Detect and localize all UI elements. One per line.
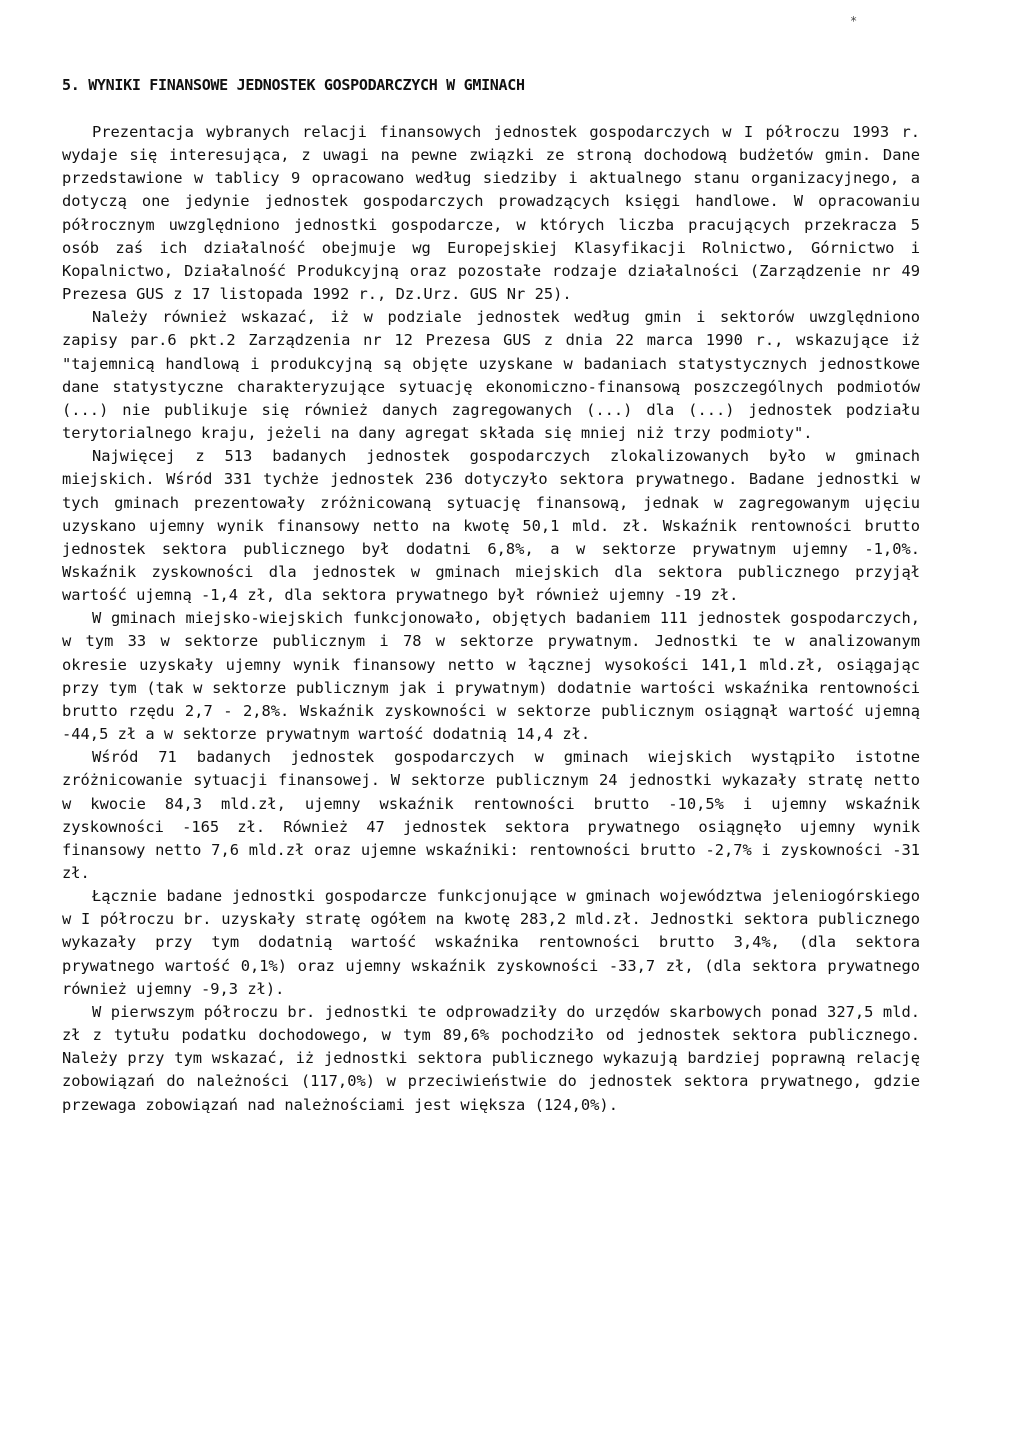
paragraph-3: Najwięcej z 513 badanych jednostek gospodarczych zlokalizowanych było w gminach miejskich. Wśród 331 tychże jednostek 236 dotyczyło sektora prywatnego. Badane jednostki w tych gminach prezentowały zróżnicowaną sytuację finansową, jednak w zagregowanym ujęciu uzyskano ujemny wynik finansowy netto na kwotę 50,1 mld. zł. Wskaźnik rentowności brutto jednostek sektora publicznego był dodatni 6,8%, a w sektorze prywatnym ujemny -1,0%. Wskaźnik zyskowności dla jednostek w gminach miejskich dla sektora publicznego przyjął wartość ujemną -1,4 zł, dla sektora prywatnego był również ujemny -19 zł. [62,447,920,605]
paragraph-4: W gminach miejsko-wiejskich funkcjonowało, objętych badaniem 111 jednostek gospodarczych, w tym 33 w sektorze publicznym i 78 w sektorze prywatnym. Jednostki te w analizowanym okresie uzyskały ujemny wynik finansowy netto w łącznej wysokości 141,1 mld.zł, osiągając przy tym (tak w sektorze publicznym jak i prywatnym) dodatnie wartości wskaźnika rentowności brutto rzędu 2,7 - 2,8%. Wskaźnik zyskowności w sektorze publicznym osiągnął wartość ujemną -44,5 zł a w sektorze prywatnym wartość dodatnią 14,4 zł. [62,609,920,744]
document-body [62,121,920,1117]
page-mark: * [850,14,858,28]
paragraph-5: Wśród 71 badanych jednostek gospodarczych w gminach wiejskich wystąpiło istotne zróżnicowanie sytuacji finansowej. W sektorze publicznym 24 jednostki wykazały stratę netto w kwocie 84,3 mld.zł, ujemny wskaźnik rentowności brutto -10,5% i ujemny wskaźnik zyskowności -165 zł. Również 47 jednostek sektora prywatnego osiągnęło ujemny wynik finansowy netto 7,6 mld.zł oraz ujemne wskaźniki: rentowności brutto -2,7% i zyskowności -31 zł. [62,748,920,882]
paragraph-1: Prezentacja wybranych relacji finansowych jednostek gospodarczych w I półroczu 1993 r. wydaje się interesująca, z uwagi na pewne związki ze stroną dochodową budżetów gmin. Dane przedstawione w tablicy 9 opracowano według siedziby i aktualnego stanu organizacyjnego, a dotyczą one jedynie jednostek gospodarczych prowadzących księgi handlowe. W opracowaniu półrocznym uwzględniono jednostki gospodarcze, w których liczba pracujących przekracza 5 osób zaś ich działalność obejmuje wg Europejskiej Klasyfikacji Rolnictwo, Górnictwo i Kopalnictwo, Działalność Produkcyjną oraz pozostałe rodzaje działalności (Zarządzenie nr 49 Prezesa GUS z 17 listopada 1992 r., Dz.Urz. GUS Nr 25). [62,123,920,304]
paragraph-6: Łącznie badane jednostki gospodarcze funkcjonujące w gminach województwa jeleniogórskiego w I półroczu br. uzyskały stratę ogółem na kwotę 283,2 mld.zł. Jednostki sektora publicznego wykazały przy tym dodatnią wartość wskaźnika rentowności brutto 3,4%, (dla sektora prywatnego wartość 0,1%) oraz ujemny wskaźnik zyskowności -33,7 zł, (dla sektora prywatnego również ujemny -9,3 zł). [62,887,920,998]
paragraph-7: W pierwszym półroczu br. jednostki te odprowadziły do urzędów skarbowych ponad 327,5 mld. zł z tytułu podatku dochodowego, w tym 89,6% pochodziło od jednostek sektora publicznego. Należy przy tym wskazać, iż jednostki sektora publicznego wykazują bardziej poprawną relację zobowiązań do należności (117,0%) w przeciwieństwie do jednostek sektora prywatnego, gdzie przewaga zobowiązań nad należnościami jest większa (124,0%). [62,1002,920,1114]
section-heading: 5. WYNIKI FINANSOWE JEDNOSTEK GOSPODARCZYCH W GMINACH [62,76,525,94]
paragraph-2: Należy również wskazać, iż w podziale jednostek według gmin i sektorów uwzględniono zapisy par.6 pkt.2 Zarządzenia nr 12 Prezesa GUS z dnia 22 marca 1990 r., wskazujące iż "tajemnicą handlową i produkcyjną są objęte uzyskane w badaniach statystycznych jednostkowe dane statystyczne charakteryzujące sytuację ekonomiczno-finansową poszczególnych podmiotów (...) nie publikuje się również danych zagregowanych (...) dla (...) jednostek podziału terytorialnego kraju, jeżeli na dany agregat składa się mniej niż trzy podmioty". [62,308,920,443]
